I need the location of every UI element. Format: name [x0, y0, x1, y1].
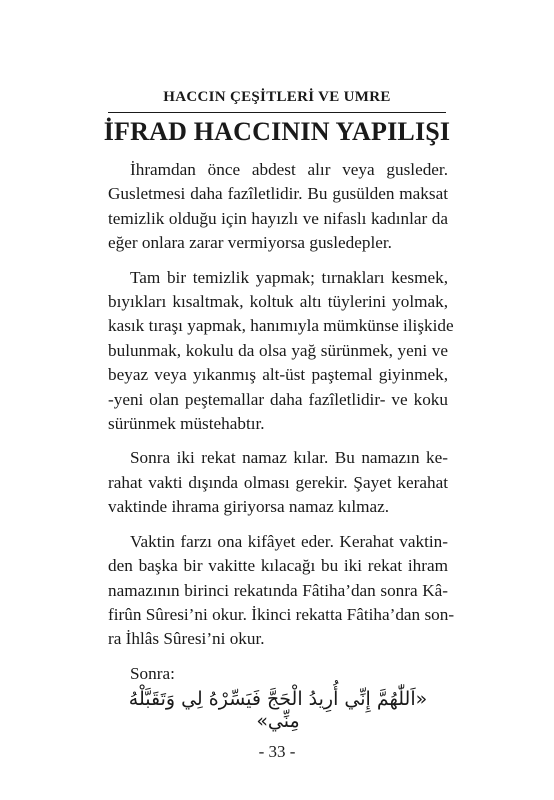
paragraph-line: Gusletmesi daha fazîletlidir. Bu gusülden maksat [108, 184, 448, 204]
paragraph-line: bıyıkları kısaltmak, koltuk altı tüylerini yolmak, [108, 292, 448, 312]
paragraph-line: vaktinde ihrama giriyorsa namaz kılmaz. [108, 497, 390, 517]
paragraph-4 [108, 530, 455, 652]
paragraph-line: -yeni olan peştemallar daha fazîletlidir- ve koku [108, 389, 448, 409]
paragraph-line: Tam bir temizlik yapmak; tırnakları kesmek, [130, 267, 448, 287]
paragraph-5 [108, 662, 448, 686]
paragraph-line: bulunmak, kokulu da olsa yağ sürünmek, yeni ve [108, 340, 448, 360]
paragraph-line: namazının birinci rekatında Fâtiha’dan sonra Kâ- [108, 580, 448, 600]
paragraph-line: den başka bir vakitte kılacağı bu iki rekat ihram [108, 556, 448, 576]
paragraph-line: rahat vakti dışında olması gerekir. Şayet kerahat [108, 472, 448, 492]
body-text [108, 158, 455, 696]
paragraph-line: kasık tıraşı yapmak, hanımıyla mümkünse ilişkide [108, 316, 454, 336]
paragraph-3 [108, 446, 448, 519]
header-rule [108, 112, 446, 113]
paragraph-line: İhramdan önce abdest alır veya gusleder. [130, 160, 448, 179]
paragraph-line: eğer onlara zarar vermiyorsa gusledерler. [108, 233, 392, 253]
paragraph-line: sürünmek müstehabtır. [108, 414, 265, 434]
page-number: - 33 - [258, 742, 296, 761]
paragraph-line: ra İhlâs Sûresi’ni okur. [108, 629, 265, 649]
paragraph-line: Sonra: [130, 663, 175, 683]
paragraph-line: firûn Sûresi’ni okur. İkinci rekatta Fâtiha’dan son- [108, 604, 455, 624]
paragraph-line: temizlik olduğu için hayızlı ve nifaslı kadınlar da [108, 208, 448, 228]
paragraph-line: Sonra iki rekat namaz kılar. Bu namazın ke- [130, 448, 448, 468]
chapter-title: İFRAD HACCININ YAPILIŞI [103, 117, 451, 146]
arabic-prayer: «اَللّٰهُمَّ إِنِّي أُرِيدُ الْحَجَّ فَيَسِّرْهُ لِي وَتَقَبَّلْهُ مِنِّي» [128, 688, 428, 732]
paragraph-line: beyaz veya yıkanmış alt-üst paştemal giyinmek, [108, 365, 448, 385]
paragraph-1 [108, 158, 448, 256]
running-header: HACCIN ÇEŞİTLERİ VE UMRE [163, 89, 391, 105]
paragraph-line: Vaktin farzı ona kifâyet eder. Kerahat vaktin- [130, 531, 448, 551]
paragraph-2 [108, 266, 454, 437]
